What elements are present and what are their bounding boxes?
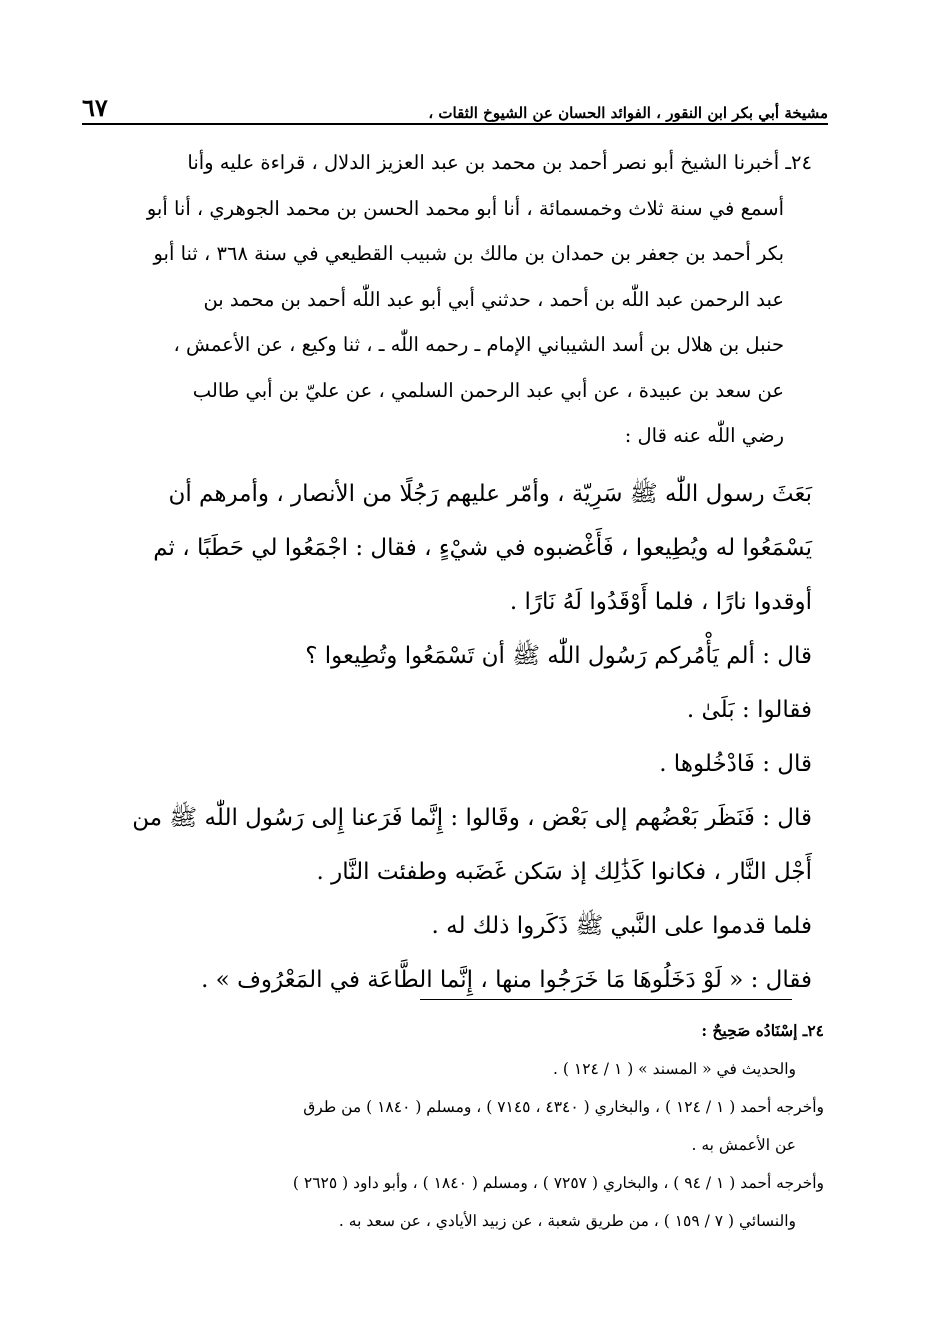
page-number: ٦٧ [82,93,108,122]
hadith-text [82,467,812,1007]
isnad-line: ٢٤ـ أخبرنا الشيخ أبو نصر أحمد بن محمد بن عبد العزيز الدلال ، قراءة عليه وأنا [187,151,812,174]
hadith-line: أوقدوا نارًا ، فلما أَوْقَدُوا لَهُ نَارًا . [509,588,812,615]
footnote-separator [420,999,792,1000]
isnad-line: بكر أحمد بن جعفر بن حمدان بن مالك بن شبيب القطيعي في سنة ٣٦٨ ، ثنا أبو [153,242,784,265]
footnotes [82,1012,824,1240]
hadith-line: بَعَثَ رسول اللّٰه ﷺ سَرِيّة ، وأمّر عليهم رَجُلًا من الأنصار ، وأمرهم أن [168,480,812,507]
footnote-heading: ٢٤ـ إسْنَادُه صَحِيحٌ : [701,1021,824,1040]
hadith-line: قال : فَادْخُلوها . [659,750,812,777]
isnad-line: عبد الرحمن عبد اللّٰه بن أحمد ، حدثني أبي أبو عبد اللّٰه أحمد بن محمد بن [203,287,784,311]
footnote-line: والحديث في « المسند » ( ١ / ١٢٤ ) . [553,1060,796,1078]
running-header [82,88,828,122]
running-title: مشيخة أبي بكر ابن النقور ، الفوائد الحسان عن الشيوخ الثقات ، [428,104,828,122]
isnad-line: رضي اللّٰه عنه قال : [624,424,784,447]
isnad-paragraph [82,140,812,459]
footnote-line: وأخرجه أحمد ( ١ / ٩٤ ) ، والبخاري ( ٧٢٥٧ ) ، ومسلم ( ١٨٤٠ ) ، وأبو داود ( ٢٦٢٥ ) [292,1174,824,1192]
hadith-line: قال : ألم يَأْمُركم رَسُول اللّٰه ﷺ أن تَسْمَعُوا وتُطِيعوا ؟ [305,642,812,669]
hadith-line: أَجْل النَّار ، فكانوا كَذَٰلِك إذ سَكن غَضَبه وطفئت النَّار . [316,858,812,885]
footnote-line: عن الأعمش به . [691,1136,796,1154]
footnote-line: والنسائي ( ٧ / ١٥٩ ) ، من طريق شعبة ، عن زبيد الأيادي ، عن سعد به . [338,1212,796,1230]
isnad-line: عن سعد بن عبيدة ، عن أبي عبد الرحمن السلمي ، عن عليّ بن أبي طالب [192,378,784,402]
hadith-line: فقال : « لَوْ دَخَلُوهَا مَا خَرَجُوا منها ، إِنَّما الطَّاعَة في المَعْرُوف » . [201,966,812,993]
hadith-line: يَسْمَعُوا له ويُطِيعوا ، فَأَغْضبوه في شيْءٍ ، فقال : اجْمَعُوا لي حَطَبًا ، ثم [153,534,812,561]
hadith-line: فلما قدموا على النَّبي ﷺ ذَكَروا ذلك له . [431,912,812,939]
footnote-line: وأخرجه أحمد ( ١ / ١٢٤ ) ، والبخاري ( ٤٣٤٠ ، ٧١٤٥ ) ، ومسلم ( ١٨٤٠ ) من طرق [303,1098,824,1116]
main-text [82,140,812,1007]
header-rule [82,123,828,125]
hadith-line: قال : فَنَظَر بَعْضُهم إلى بَعْض ، وقَالوا : إِنَّما فَرَعنا إِلى رَسُول اللّٰه ﷺ من [132,804,812,831]
isnad-line: أسمع في سنة ثلاث وخمسمائة ، أنا أبو محمد الحسن بن محمد الجوهري ، أنا أبو [146,196,784,220]
hadith-line: فقالوا : بَلَىٰ . [686,696,812,723]
isnad-line: حنبل بن هلال بن أسد الشيباني الإمام ـ رحمه اللّٰه ـ ، ثنا وكيع ، عن الأعمش ، [173,333,784,356]
